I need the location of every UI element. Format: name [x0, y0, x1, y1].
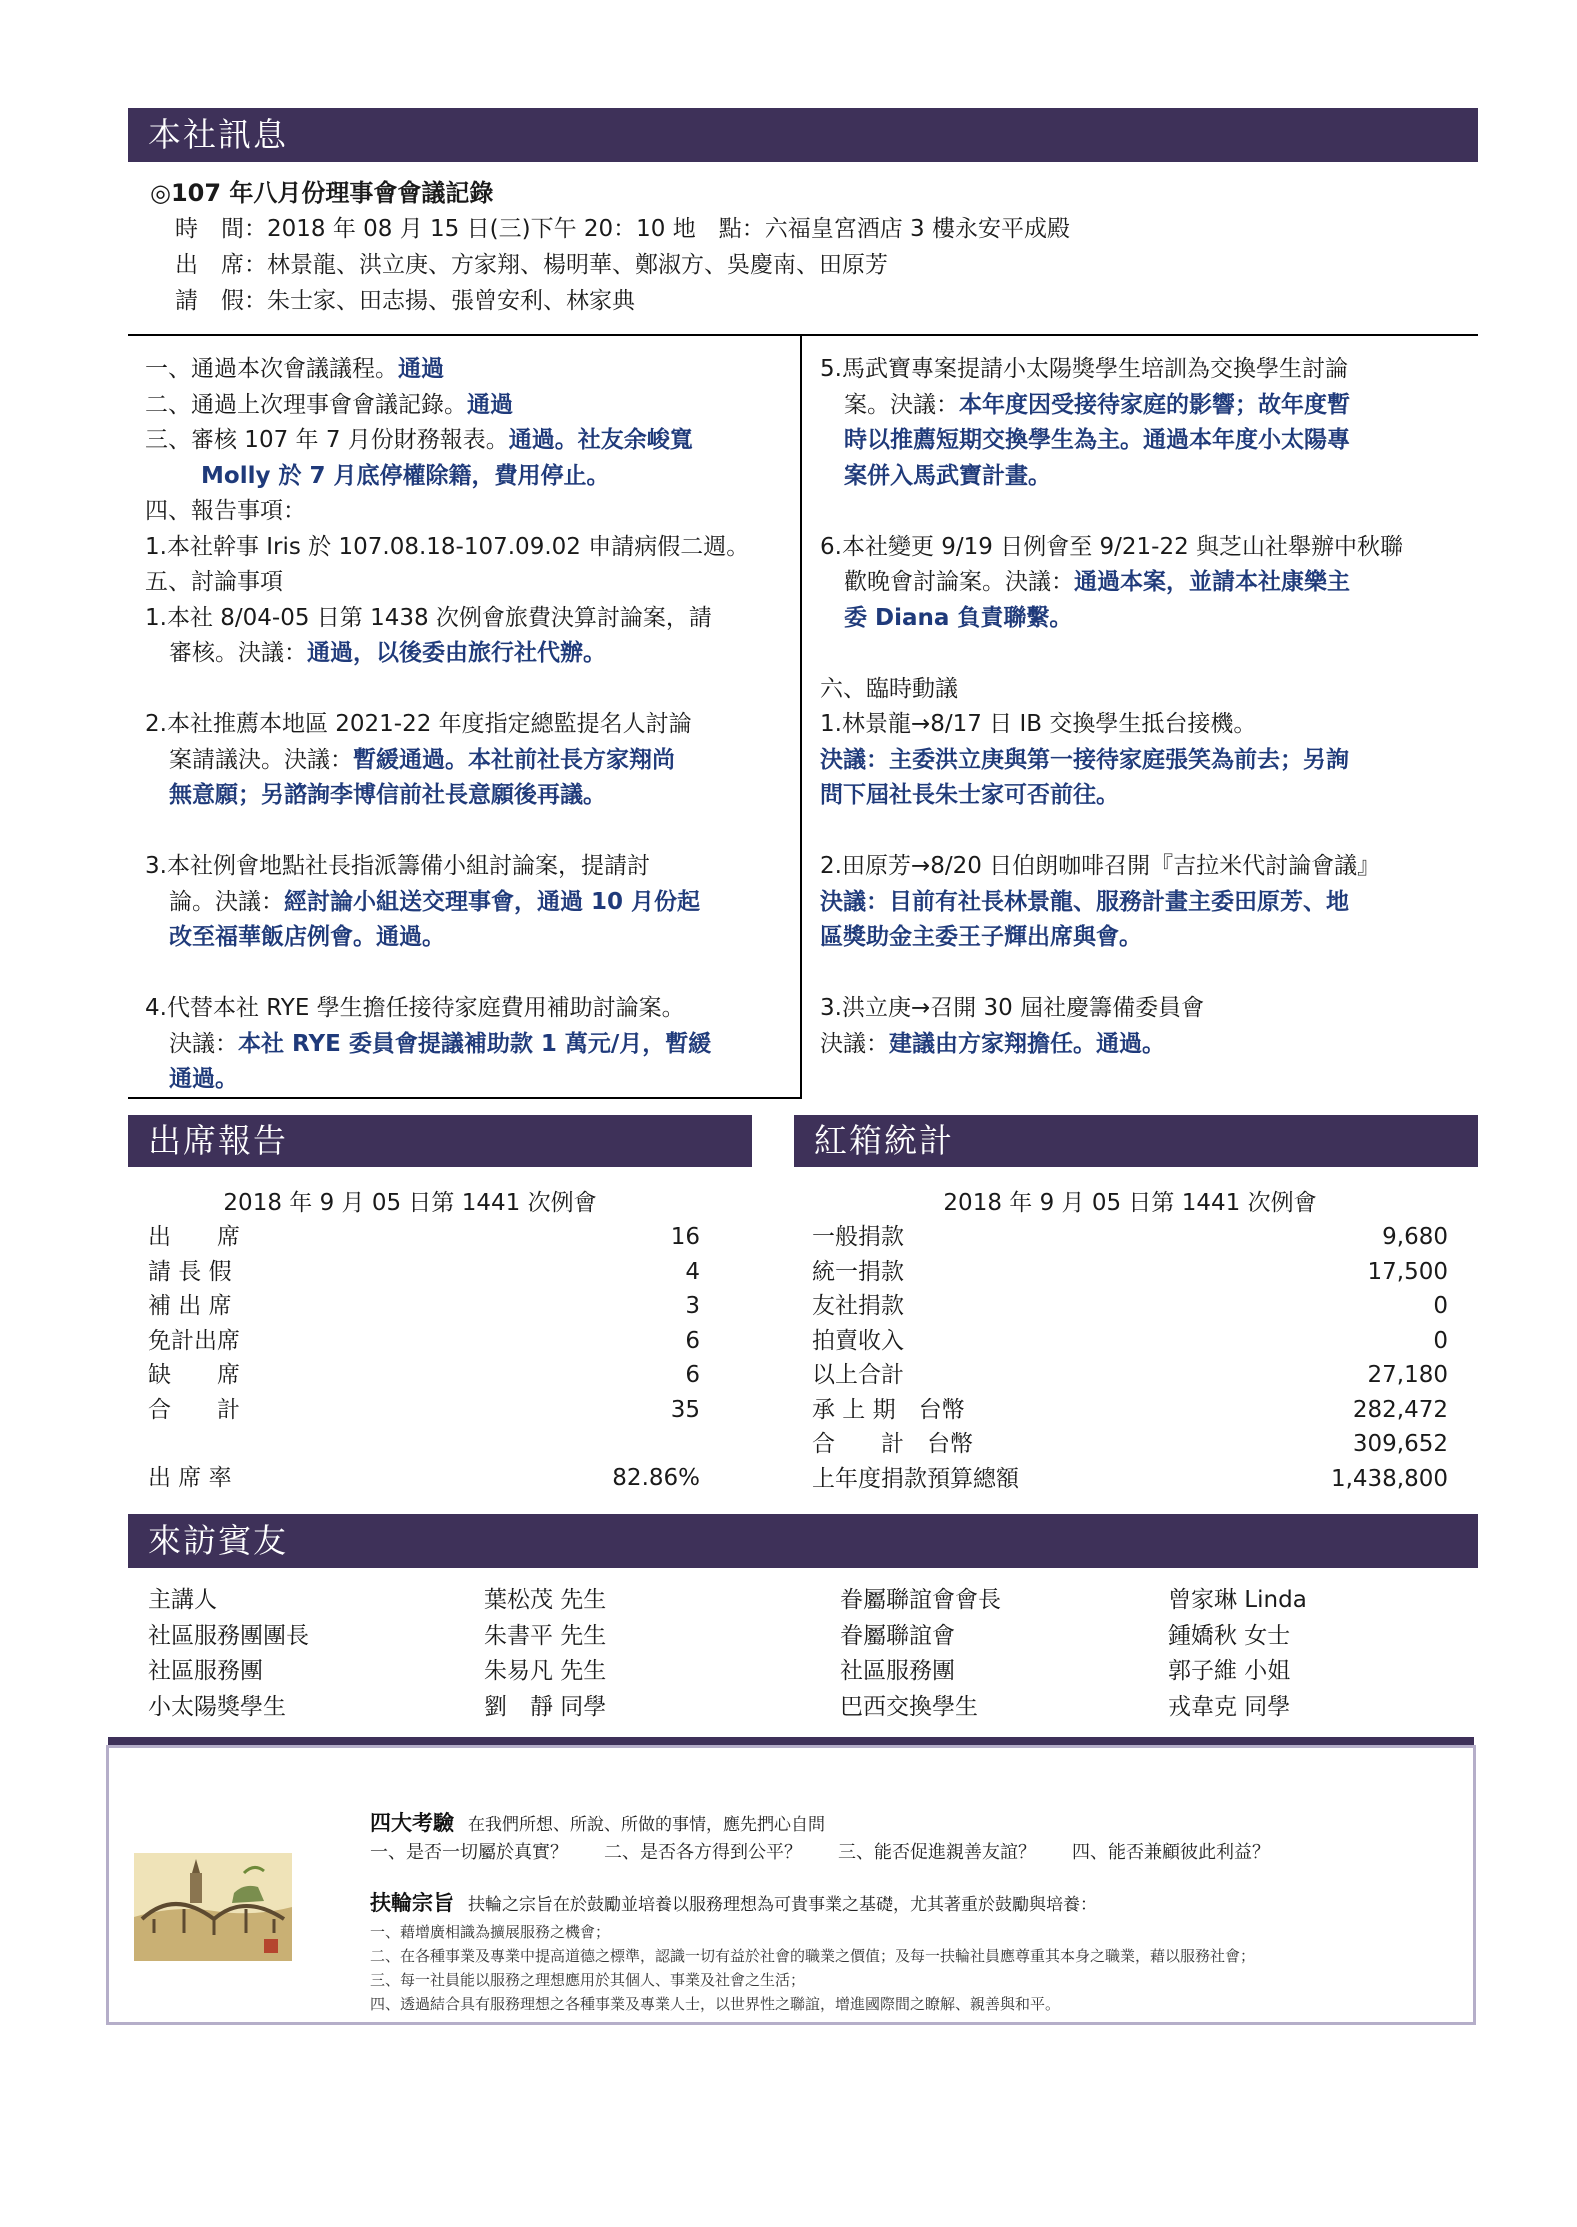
visitor-name: 朱書平 先生 — [484, 1622, 607, 1649]
object-item-2: 二、在各種事業及專業中提高道德之標準，認識一切有益於社會的職業之價值；及每一扶輪社員應尊重其本身之職業，藉以服務社會； — [370, 1947, 1256, 1965]
attendance-value: 6 — [685, 1327, 700, 1354]
object-line — [370, 1887, 1097, 1917]
visitor-name: 劉 靜 同學 — [484, 1693, 607, 1720]
discussion-4-c: 通過。 — [169, 1066, 238, 1092]
red-box-row — [812, 1462, 1448, 1497]
attendance-row — [148, 1255, 700, 1290]
discussion-6-a: 6.本社變更 9/19 日例會至 9/21-22 與芝山社舉辦中秋聯 — [820, 533, 1404, 560]
item-4: 四、報告事項： — [145, 498, 306, 524]
visitor-role: 社區服務團 — [148, 1658, 263, 1684]
section-bar-visitors: 來訪賓友 — [128, 1514, 1478, 1568]
red-box-row — [812, 1427, 1448, 1462]
extra-1-a: 1.林景龍→8/17 日 IB 交換學生抵台接機。 — [820, 711, 1257, 737]
column-divider — [800, 336, 802, 1098]
extra-2-b: 決議：目前有社長林景龍、服務計畫主委田原芳、地 — [820, 888, 1349, 915]
four-way-subtitle: 在我們所想、所說、所做的事情，應先捫心自問 — [468, 1815, 826, 1835]
extra-1-b: 決議：主委洪立庚與第一接待家庭張笑為前去；另詢 — [820, 746, 1349, 773]
attendance-label: 補 出 席 — [148, 1293, 232, 1319]
red-box-label: 拍賣收入 — [812, 1327, 904, 1354]
footer-top-bar — [108, 1737, 1474, 1745]
item-5: 五、討論事項 — [145, 569, 283, 595]
attendance-value: 3 — [685, 1293, 700, 1319]
object-item-4: 四、透過結合具有服務理想之各種事業及專業人士，以世界性之聯誼，增進國際間之瞭解、親善與和平。 — [370, 1995, 1061, 2013]
red-box-row — [812, 1324, 1448, 1359]
attendance-row — [148, 1393, 700, 1428]
discussion-2-a: 2.本社推薦本地區 2021-22 年度指定總監提名人討論 — [145, 711, 692, 737]
attendance-value: 6 — [685, 1362, 700, 1388]
attendance-rate-value: 82.86% — [612, 1465, 700, 1491]
section-bar-club-news: 本社訊息 — [128, 108, 1478, 162]
red-box-value: 0 — [1433, 1293, 1448, 1319]
attendance-value: 16 — [670, 1224, 700, 1250]
minutes-left-column — [145, 352, 795, 1098]
minutes-right-column — [820, 352, 1470, 1062]
item-1: 一、通過本次會議議程。通過 — [145, 356, 444, 382]
discussion-1-b: 審核。決議：通過，以後委由旅行社代辦。 — [169, 640, 606, 666]
item-3: 三、審核 107 年 7 月份財務報表。通過。社友余峻寬 — [145, 427, 693, 453]
four-way-line — [370, 1807, 825, 1837]
attendance-value: 4 — [685, 1258, 700, 1285]
red-box-label: 一般捐款 — [812, 1224, 904, 1250]
attendance-row — [148, 1358, 700, 1393]
red-box-value: 1,438,800 — [1330, 1465, 1448, 1492]
red-box-label: 友社捐款 — [812, 1293, 904, 1319]
attendance-value: 35 — [670, 1396, 700, 1423]
attendance-row — [148, 1220, 700, 1255]
object-title: 扶輪宗旨 — [370, 1891, 454, 1915]
extra-2-c: 區獎助金主委王子輝出席與會。 — [820, 924, 1142, 950]
red-box-label: 上年度捐款預算總額 — [812, 1465, 1019, 1492]
discussion-5-d: 案併入馬武寶計畫。 — [844, 462, 1051, 489]
visitor-role: 小太陽獎學生 — [148, 1693, 286, 1720]
attendance-label: 出 席 — [148, 1224, 240, 1250]
table-top-line — [128, 334, 1478, 336]
discussion-6-b: 歡晚會討論案。決議：通過本案，並請本社康樂主 — [844, 569, 1350, 595]
extra-1-c: 問下屆社長朱士家可否前往。 — [820, 782, 1119, 808]
four-way-items: 一、是否一切屬於真實？ 二、是否各方得到公平？ 三、能否促進親善友誼？ 四、能否兼顧彼此利益？ — [370, 1842, 1270, 1863]
meeting-leave: 請 假：朱士家、田志揚、張曾安利、林家典 — [175, 288, 635, 314]
meeting-title: ◎107 年八月份理事會會議記錄 — [150, 179, 494, 207]
object-item-3: 三、每一社員能以服務之理想應用於其個人、事業及社會之生活； — [370, 1971, 806, 1989]
red-box-row — [812, 1393, 1448, 1428]
discussion-3-c: 改至福華飯店例會。通過。 — [169, 924, 445, 950]
meeting-present: 出 席：林景龍、洪立庚、方家翔、楊明華、鄭淑方、吳慶南、田原芳 — [175, 252, 888, 278]
red-box-row — [812, 1220, 1448, 1255]
red-box-row — [812, 1289, 1448, 1324]
discussion-2-b: 案請議決。決議：暫緩通過。本社前社長方家翔尚 — [169, 746, 675, 773]
red-box-row — [812, 1358, 1448, 1393]
visitor-role-2: 眷屬聯誼會會長 — [840, 1587, 1001, 1613]
red-box-value: 0 — [1433, 1327, 1448, 1354]
discussion-5-b: 案。決議：本年度因受接待家庭的影響；故年度暫 — [844, 391, 1350, 418]
red-box-label: 統一捐款 — [812, 1258, 904, 1285]
attendance-label: 合 計 — [148, 1396, 240, 1423]
red-box-value: 27,180 — [1367, 1362, 1448, 1388]
item-6: 六、臨時動議 — [820, 675, 958, 702]
red-box-value: 17,500 — [1367, 1258, 1448, 1285]
attendance-heading: 2018 年 9 月 05 日第 1441 次例會 — [223, 1190, 597, 1216]
extra-3-a: 3.洪立庚→召開 30 屆社慶籌備委員會 — [820, 995, 1205, 1021]
discussion-2-c: 無意願；另諮詢李博信前社長意願後再議。 — [169, 782, 606, 808]
discussion-5-c: 時以推薦短期交換學生為主。通過本年度小太陽專 — [844, 427, 1350, 453]
discussion-6-c: 委 Diana 負責聯繫。 — [844, 604, 1073, 631]
item-2: 二、通過上次理事會會議記錄。通過 — [145, 391, 513, 418]
section-bar-red-box: 紅箱統計 — [794, 1115, 1478, 1167]
red-box-row — [812, 1255, 1448, 1290]
extra-3-b: 決議：建議由方家翔擔任。通過。 — [820, 1030, 1165, 1057]
visitor-name-2: 鍾嬌秋 女士 — [1168, 1622, 1291, 1649]
extra-2-a: 2.田原芳→8/20 日伯朗咖啡召開『吉拉米代討論會議』 — [820, 853, 1381, 879]
attendance-label: 請 長 假 — [148, 1258, 232, 1285]
visitor-name-2: 郭子維 小姐 — [1168, 1658, 1291, 1684]
landscape-painting-icon — [134, 1853, 292, 1961]
discussion-1-a: 1.本社 8/04-05 日第 1438 次例會旅費決算討論案，請 — [145, 604, 712, 631]
red-box-heading: 2018 年 9 月 05 日第 1441 次例會 — [943, 1190, 1317, 1216]
visitor-role-2: 社區服務團 — [840, 1658, 955, 1684]
attendance-label: 缺 席 — [148, 1362, 240, 1388]
attendance-row — [148, 1324, 700, 1359]
object-subtitle: 扶輪之宗旨在於鼓勵並培養以服務理想為可貴事業之基礎，尤其著重於鼓勵與培養： — [468, 1895, 1098, 1915]
visitor-name: 朱易凡 先生 — [484, 1658, 607, 1684]
visitor-role: 主講人 — [148, 1587, 217, 1613]
discussion-3-a: 3.本社例會地點社長指派籌備小組討論案，提請討 — [145, 853, 650, 879]
visitor-role-2: 巴西交換學生 — [840, 1693, 978, 1720]
visitor-name: 葉松茂 先生 — [484, 1587, 607, 1613]
red-box-value: 9,680 — [1382, 1224, 1448, 1250]
object-item-1: 一、藉增廣相識為擴展服務之機會； — [370, 1923, 611, 1941]
attendance-rate-label: 出 席 率 — [148, 1465, 232, 1491]
discussion-3-b: 論。決議：經討論小組送交理事會，通過 10 月份起 — [169, 888, 701, 915]
attendance-rate-row — [148, 1461, 700, 1496]
discussion-4-b: 決議：本社 RYE 委員會提議補助款 1 萬元/月，暫緩 — [169, 1030, 712, 1057]
visitor-role-2: 眷屬聯誼會 — [840, 1622, 955, 1649]
visitor-name-2: 曾家琳 Linda — [1168, 1587, 1307, 1613]
attendance-row — [148, 1289, 700, 1324]
visitor-role: 社區服務團團長 — [148, 1622, 309, 1649]
report-1: 1.本社幹事 Iris 於 107.08.18-107.09.02 申請病假二週。 — [145, 533, 750, 560]
four-way-title: 四大考驗 — [370, 1811, 454, 1835]
discussion-5-a: 5.馬武寶專案提請小太陽獎學生培訓為交換學生討論 — [820, 356, 1348, 382]
attendance-label: 免計出席 — [148, 1327, 240, 1354]
red-box-value: 309,652 — [1352, 1431, 1448, 1457]
red-box-label: 以上合計 — [812, 1362, 904, 1388]
visitor-name-2: 戎韋克 同學 — [1168, 1693, 1291, 1720]
red-box-label: 合 計 台幣 — [812, 1431, 973, 1457]
meeting-time: 時 間：2018 年 08 月 15 日(三)下午 20：10 地 點：六福皇宮酒店 3 樓永安平成殿 — [175, 216, 1070, 242]
section-bar-attendance: 出席報告 — [128, 1115, 752, 1167]
discussion-4-a: 4.代替本社 RYE 學生擔任接待家庭費用補助討論案。 — [145, 995, 685, 1021]
red-box-label: 承 上 期 台幣 — [812, 1396, 965, 1423]
red-box-value: 282,472 — [1352, 1396, 1448, 1423]
item-3-cont: Molly 於 7 月底停權除籍，費用停止。 — [201, 462, 610, 489]
